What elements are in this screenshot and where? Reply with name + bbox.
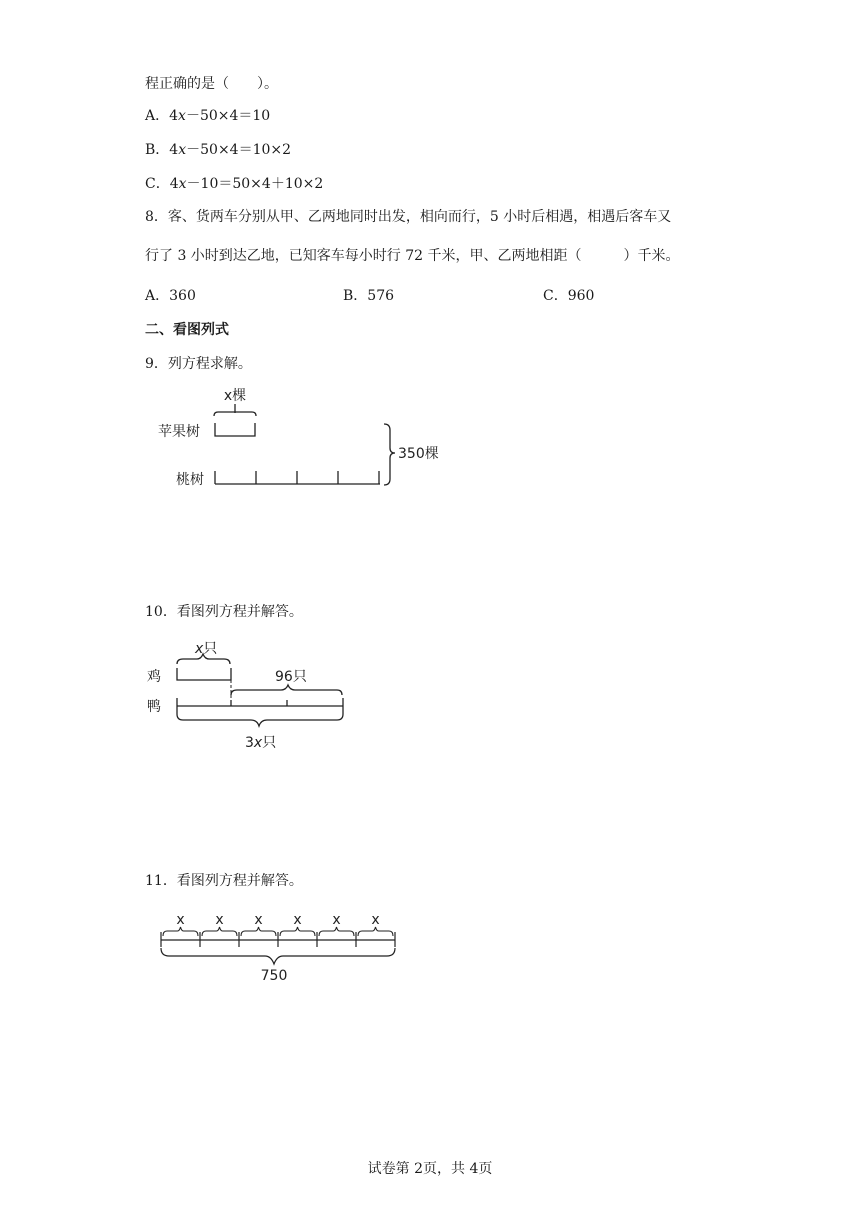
q10-diagram (145, 634, 365, 754)
option-value: 576 (367, 288, 395, 304)
q11-segment-brace (358, 927, 393, 936)
q11-segment-label: x (176, 912, 185, 928)
option-letter: B． (343, 288, 368, 304)
q10-row1-label: 鸡 (147, 669, 161, 685)
q11-diagram (155, 910, 405, 990)
page-footer: 试卷第 2页，共 4页 (367, 1161, 493, 1177)
option-rest: －50×4＝10×2 (186, 142, 292, 158)
q11-segment-brace (241, 927, 276, 936)
option-rest: －50×4＝10 (185, 108, 271, 124)
q11-segment-label: x (332, 912, 341, 928)
q9-top-label: x棵 (223, 388, 247, 404)
option-value: 960 (567, 288, 595, 304)
q8-line2: 行了 3 小时到达乙地，已知客车每小时行 72 千米，甲、乙两地相距（ ）千米。 (145, 248, 680, 264)
q9-row1-bar (215, 423, 255, 436)
q10-prompt: 10．看图列方程并解答。 (145, 604, 303, 620)
q11-segments (161, 912, 395, 947)
q9-row2-label: 桃树 (176, 472, 204, 488)
q10-row2-label: 鸭 (147, 699, 161, 715)
q8-line1: 8．客、货两车分别从甲、乙两地同时出发，相向而行，5 小时后相遇，相遇后客车又 (145, 209, 672, 225)
q9-total-brace (384, 424, 395, 485)
section-title: 二、看图列式 (145, 322, 229, 338)
q10-top-brace (177, 654, 230, 664)
q9-diagram (150, 383, 450, 493)
q9-total-label: 350棵 (398, 446, 439, 462)
option-coef: 4 (169, 142, 179, 158)
q8-option-c (543, 286, 594, 306)
q7-stem-tail: 程正确的是（ ）。 (145, 76, 278, 92)
q10-row1-bar (177, 668, 231, 680)
q11-total-brace (161, 948, 395, 964)
q7-option-a (145, 106, 270, 126)
q10-diff-brace (231, 685, 342, 695)
option-value: 360 (169, 288, 196, 304)
q7-option-b (145, 140, 291, 160)
option-var: x (178, 176, 187, 192)
option-letter: A． (145, 108, 170, 124)
q11-total-label: 750 (260, 968, 288, 984)
option-coef: 4 (169, 108, 179, 124)
option-letter: C． (145, 176, 170, 192)
q11-segment-brace (319, 927, 354, 936)
q11-segment-brace (202, 927, 237, 936)
option-letter: B． (145, 142, 170, 158)
q10-bottom-brace (177, 714, 343, 726)
q9-row2-bar (215, 471, 380, 484)
option-var: x (178, 108, 186, 124)
q10-row2-bar (177, 698, 343, 714)
q11-segment-label: x (371, 912, 380, 928)
q11-segment-label: x (254, 912, 263, 928)
option-var: x (178, 142, 187, 158)
q11-segment-brace (280, 927, 315, 936)
q10-bottom-label: 3x只 (245, 735, 277, 751)
q11-prompt: 11．看图列方程并解答。 (145, 873, 303, 889)
q9-prompt: 9．列方程求解。 (145, 356, 252, 372)
q9-row1-label: 苹果树 (158, 424, 200, 440)
option-letter: A． (145, 288, 170, 304)
q7-option-c (145, 174, 323, 194)
q10-top-label: x只 (195, 641, 218, 657)
q8-option-b (343, 286, 394, 306)
q11-segment-label: x (293, 912, 302, 928)
q8-option-a (145, 286, 196, 306)
q11-segment-label: x (215, 912, 224, 928)
option-coef: 4 (169, 176, 179, 192)
q11-segment-brace (163, 927, 198, 936)
option-letter: C． (543, 288, 568, 304)
q10-diff-label: 96只 (275, 669, 307, 685)
option-rest: －10＝50×4＋10×2 (186, 176, 324, 192)
